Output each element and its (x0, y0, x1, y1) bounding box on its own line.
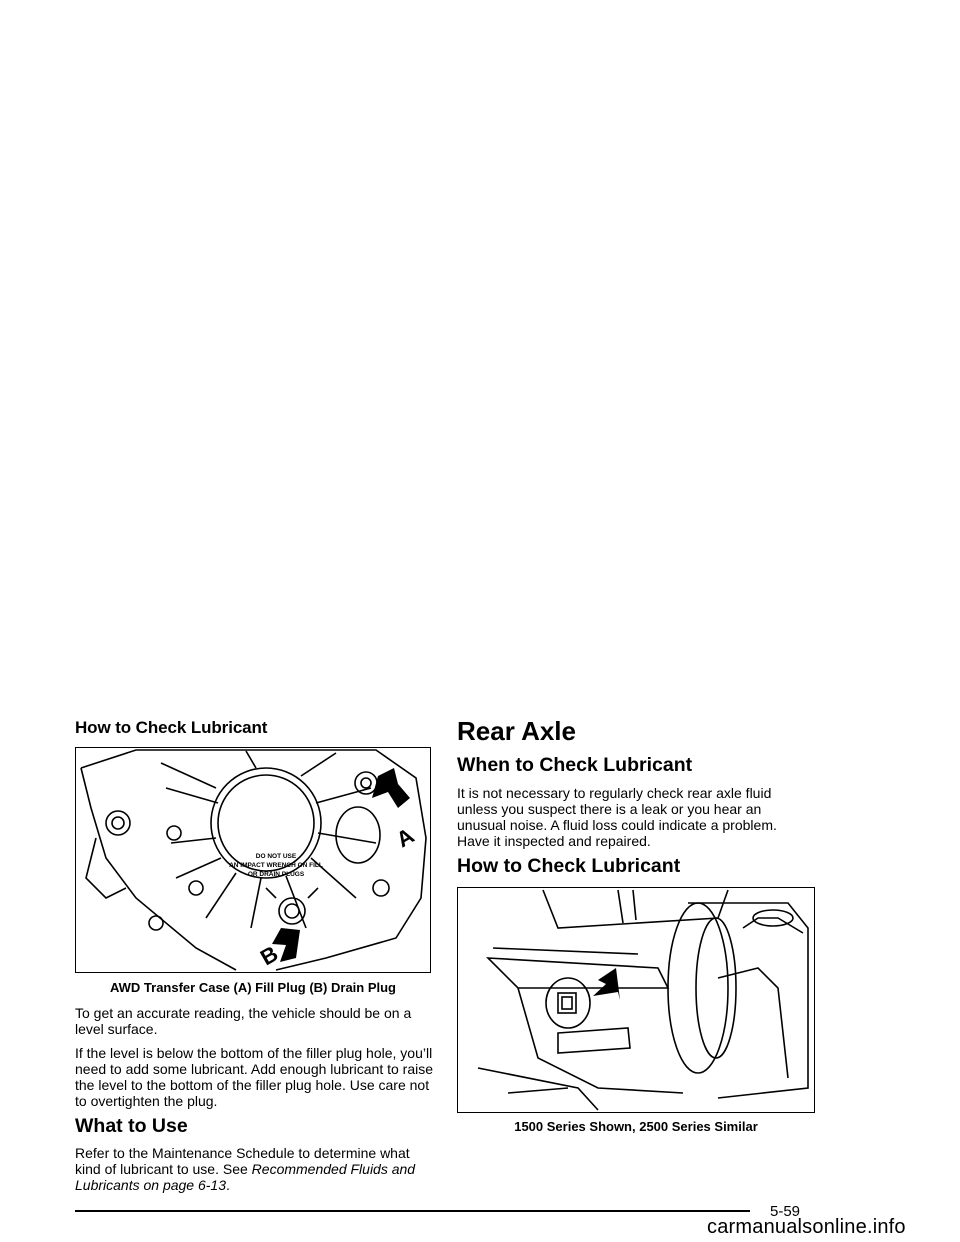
right-para-1: It is not necessary to regularly check rear axle fluid unless you suspect there is a leak or you hear an unusual noise. A fluid loss could indicate a problem. Have it inspected and repaired. (457, 785, 777, 849)
warning-line-2: AN IMPACT WRENCH ON FILL (229, 862, 323, 869)
watermark: carmanualsonline.info (707, 1216, 906, 1238)
fluids-reference-link[interactable]: Recommended Fluids and Lubricants on page 6-13 (75, 1161, 416, 1193)
left-para-1: To get an accurate reading, the vehicle should be on a level surface. (75, 1005, 412, 1037)
transfer-case-illustration (76, 748, 429, 971)
warning-line-1: DO NOT USE (255, 853, 297, 860)
left-para-3 (75, 1145, 435, 1193)
transfer-case-figure (75, 747, 431, 973)
left-para-3-text: Refer to the Maintenance Schedule to determine what kind of lubricant to use. See (75, 1145, 410, 1177)
left-para-2: If the level is below the bottom of the filler plug hole, you’ll need to add some lubricant. Add enough lubricant to raise the level to the bottom of the filler plug hole. Use care not to overtighten the plug. (75, 1045, 434, 1109)
left-heading: How to Check Lubricant (75, 718, 268, 737)
warning-line-3: OR DRAIN PLUGS (247, 871, 305, 878)
right-subheading-1: When to Check Lubricant (457, 754, 693, 776)
left-para-3-end: . (226, 1177, 230, 1193)
left-figure-caption: AWD Transfer Case (A) Fill Plug (B) Drain Plug (109, 980, 397, 995)
callout-b: B (256, 940, 283, 971)
left-body (75, 1005, 435, 1117)
footer-rule (75, 1210, 750, 1212)
right-subheading-2: How to Check Lubricant (457, 855, 681, 877)
left-subheading: What to Use (75, 1115, 188, 1137)
right-figure-caption: 1500 Series Shown, 2500 Series Similar (514, 1119, 758, 1134)
callout-a: A (392, 822, 419, 853)
page-number: 5-59 (770, 1203, 801, 1220)
section-title: Rear Axle (457, 716, 576, 746)
rear-axle-illustration (458, 888, 813, 1111)
rear-axle-figure (457, 887, 815, 1113)
